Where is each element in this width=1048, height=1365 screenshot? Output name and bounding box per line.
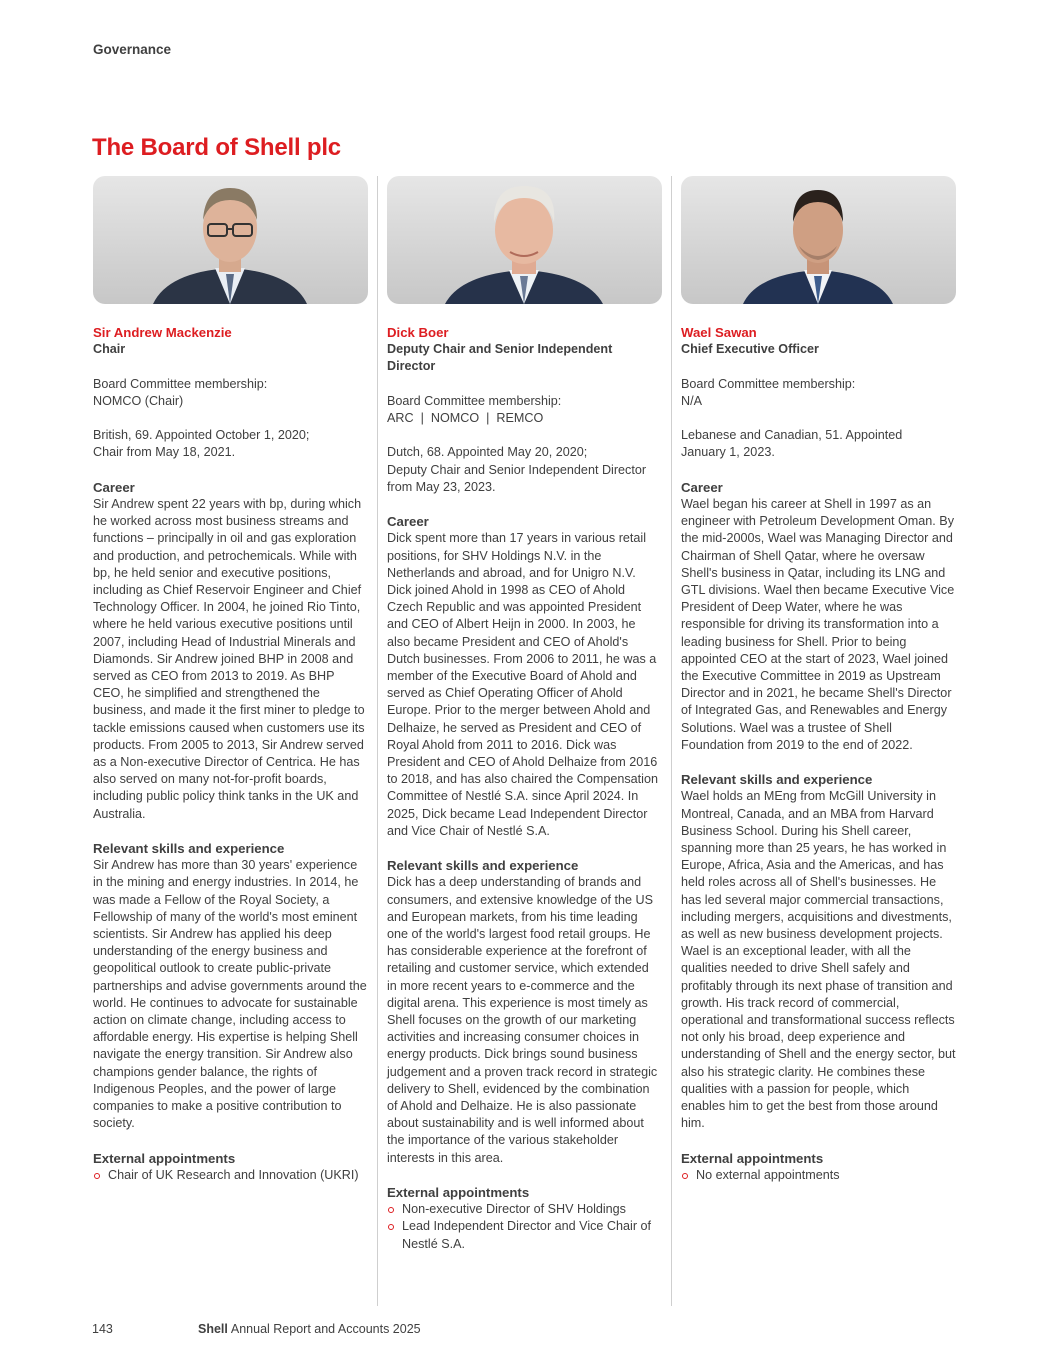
committee-label: Board Committee membership: [387, 393, 562, 408]
external-heading: External appointments [93, 1150, 236, 1166]
column-divider [671, 176, 672, 1306]
career-text: Sir Andrew spent 22 years with bp, during which he worked across most business streams and functions – principally in oil and gas exploration and production, and petrochemicals. While with bp, he held senior and executive positions, including as Chief Reservoir Engineer and Chief Technology Officer. In 2004, he joined Rio Tinto, where he held various executive positions until 2007, including Head of Industrial Minerals and Diamonds. Sir Andrew joined BHP in 2008 and served as CEO from 2013 to 2019. As BHP CEO, he simplified and strengthened the business, and made it the first miner to pledge to tackle emissions caused when customers use its products. From 2005 to 2013, Sir Andrew served as a Non-executive Director of Centrica. He has also served on many not-for-profit boards, including public policy think tanks in the UK and Australia. [93, 496, 365, 821]
skills-heading: Relevant skills and experience [681, 772, 873, 788]
external-list [387, 1201, 662, 1253]
member-name: Wael Sawan [681, 325, 757, 340]
brand-name: Shell [198, 1322, 228, 1336]
external-heading: External appointments [681, 1150, 824, 1166]
skills-heading: Relevant skills and experience [387, 858, 579, 874]
nationality-appointment-cont: January 1, 2023. [681, 445, 775, 460]
member-role: Chief Executive Officer [681, 342, 819, 357]
portrait-photo [387, 176, 662, 304]
list-item: Chair of UK Research and Innovation (UKRI) [93, 1167, 368, 1184]
footer-report-title [198, 1322, 421, 1336]
career-text: Dick spent more than 17 years in various retail positions, for SHV Holdings N.V. in the Netherlands and abroad, and for Unigro N.V. Dick joined Ahold in 1998 as CEO of Ahold Czech Republic and was appointed President and CEO of Albert Heijn in 2000. In 2003, he also became President and CEO of Ahold's Dutch businesses. From 2006 to 2011, he was a member of the Executive Board of Ahold and served as Chief Operating Officer of Ahold Europe. Prior to the merger between Ahold and Delhaize, he served as President and CEO of Royal Ahold from 2011 to 2016. Dick was President and CEO of Ahold Delhaize from 2016 to 2018, and has also chaired the Compensation Committee of Nestlé S.A. since April 2024. In 2025, Dick became Lead Independent Director and Vice Chair of Nestlé S.A. [387, 531, 658, 838]
nationality-appointment: Dutch, 68. Appointed May 20, 2020; [387, 445, 588, 460]
portrait-photo [681, 176, 956, 304]
skills-text: Sir Andrew has more than 30 years' experience in the mining and energy industries. In 2014, he was made a Fellow of the Royal Society, a Fellowship of many of the world's most eminent scientists. Sir Andrew has applied his deep understanding of the energy business and geopolitical outlook to create public-private partnerships and advise governments around the world. He continues to advocate for sustainable action on climate change, including access to affordable energy. His expertise is helping Shell navigate the energy transition. Sir Andrew also champions gender balance, the rights of Indigenous Peoples, and the power of large companies to make a positive contribution to society. [93, 858, 367, 1131]
member-name: Sir Andrew Mackenzie [93, 325, 232, 340]
bullet-icon [94, 1173, 100, 1179]
career-heading: Career [387, 514, 429, 530]
nationality-appointment: British, 69. Appointed October 1, 2020; [93, 428, 310, 443]
committee-label: Board Committee membership: [93, 376, 268, 391]
member-role: Deputy Chair and Senior Independent Director [387, 342, 613, 374]
list-item: No external appointments [681, 1167, 956, 1184]
nationality-appointment-cont: Deputy Chair and Senior Independent Director from May 23, 2023. [387, 462, 647, 494]
board-member-card [681, 176, 956, 1184]
member-name: Dick Boer [387, 325, 449, 340]
committee-membership: ARC | NOMCO | REMCO [387, 411, 544, 425]
nationality-appointment-cont: Chair from May 18, 2021. [93, 445, 236, 460]
member-role: Chair [93, 342, 126, 357]
career-heading: Career [681, 479, 723, 495]
portrait-photo [93, 176, 368, 304]
bullet-icon [388, 1224, 394, 1230]
list-item: Lead Independent Director and Vice Chair of Nestlé S.A. [387, 1218, 662, 1252]
nationality-appointment: Lebanese and Canadian, 51. Appointed [681, 428, 903, 443]
section-label: Governance [93, 42, 172, 57]
list-item: Non-executive Director of SHV Holdings [387, 1201, 662, 1218]
page-title: The Board of Shell plc [92, 134, 341, 161]
committee-membership: NOMCO (Chair) [93, 393, 184, 408]
skills-heading: Relevant skills and experience [93, 841, 285, 857]
committee-membership: N/A [681, 393, 702, 408]
external-list [681, 1167, 956, 1184]
career-text: Wael began his career at Shell in 1997 as an engineer with Petroleum Development Oman. By the mid-2000s, Wael was Managing Director and Chairman of Shell Qatar, where he oversaw Shell's business in Qatar, including its LNG and GTL divisions. Wael then became Executive Vice President of Deep Water, where he was responsible for driving its transformation into a leading business for Shell. Prior to being appointed CEO at the start of 2023, Wael joined the Executive Committee in 2019 as Upstream Director and in 2021, he became Shell's Director of Integrated Gas, and Renewables and Energy Solutions. Wael was a trustee of Shell Foundation from 2019 to the end of 2022. [681, 496, 955, 752]
skills-text: Dick has a deep understanding of brands and consumers, and extensive knowledge of the US and European markets, from his time leading one of the world's largest food retail groups. He has considerable experience at the forefront of retailing and customer service, which extended in more recent years to e-commerce and the digital arena. This experience is most timely as Shell focuses on the growth of our marketing activities and increasing consumer choices in energy products. Dick brings sound business judgement and a proven track record in strategic delivery to Shell, evidenced by the combination of Ahold and Delhaize. He is also passionate about sustainability and is well informed about the importance of the various stakeholder interests in this area. [387, 875, 658, 1165]
page-number: 143 [92, 1322, 113, 1336]
column-divider [377, 176, 378, 1306]
board-member-card [93, 176, 368, 1184]
board-member-card [387, 176, 662, 1253]
bullet-icon [682, 1173, 688, 1179]
skills-text: Wael holds an MEng from McGill University in Montreal, Canada, and an MBA from Harvard Business School. During his Shell career, spanning more than 25 years, he has worked in Europe, Africa, Asia and the Americas, and has held roles across all of Shell's businesses. He has led several major commercial transactions, including mergers, acquisitions and divestments, as well as new business development projects. Wael is an exceptional leader, with all the qualities needed to drive Shell safely and profitably through its next phase of transition and growth. His track record of commercial, operational and transformational success reflects not only his broad, deep experience and understanding of Shell and the energy sector, but also his strategic clarity. He combines these qualities with a passion for people, which enables him to get the best from those around him. [681, 789, 956, 1131]
external-list [93, 1167, 368, 1184]
report-name: Annual Report and Accounts 2025 [230, 1322, 421, 1336]
committee-label: Board Committee membership: [681, 376, 856, 391]
bullet-icon [388, 1207, 394, 1213]
career-heading: Career [93, 479, 135, 495]
external-heading: External appointments [387, 1185, 530, 1201]
